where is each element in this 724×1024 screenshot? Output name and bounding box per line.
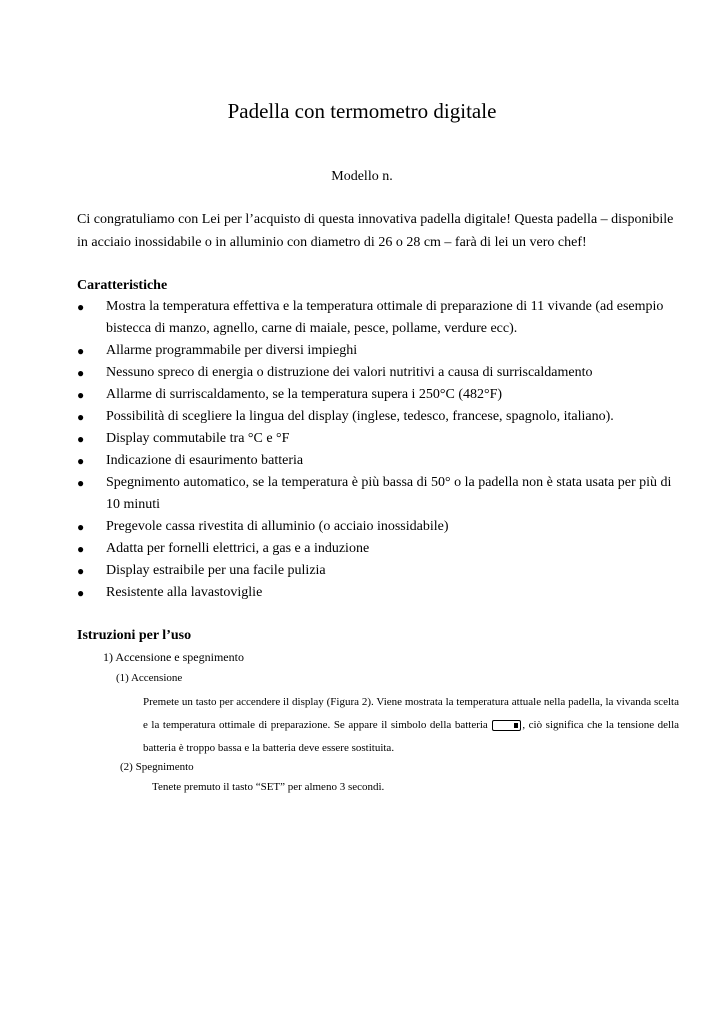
features-list [77,296,687,604]
list-item [77,516,687,538]
feature-text: Display estraibile per una facile pulizia [106,563,326,578]
list-item [77,362,687,384]
bullet-icon: ● [77,300,85,314]
intro-text: Ci congratuliamo con Lei per l’acquisto di questa innovativa padella digitale! Questa padella – disponibile in acciaio inossidabile o in alluminio con diametro di 26 o 28 cm – farà di lei un vero chef! [77,212,674,250]
bullet-icon: ● [77,454,85,468]
subsection-heading: (1) Accensione [116,672,183,684]
list-item [77,406,687,428]
list-item [77,450,687,472]
list-item [77,472,687,516]
bullet-icon: ● [77,564,85,578]
accensione-paragraph [143,691,679,760]
feature-text: Adatta per fornelli elettrici, a gas e a induzione [106,541,370,556]
bullet-icon: ● [77,586,85,600]
list-item [77,560,687,582]
list-item [77,384,687,406]
bullet-icon: ● [77,388,85,402]
feature-text: Allarme di surriscaldamento, se la temperatura supera i 250°C (482°F) [106,387,503,402]
accensione-text-b: , ciò significa che la tensione della batteria è troppo bassa e la batteria deve essere sostituita. [143,719,680,754]
list-item [77,296,687,340]
feature-text: Allarme programmabile per diversi impieghi [106,343,358,358]
bullet-icon: ● [77,410,85,424]
intro-paragraph [77,208,679,254]
battery-low-icon [492,720,521,731]
feature-text: Pregevole cassa rivestita di alluminio (o acciaio inossidabile) [106,519,449,534]
feature-text: Display commutabile tra °C e °F [106,431,290,446]
feature-text: Indicazione di esaurimento batteria [106,453,304,468]
accensione-text-a: Premete un tasto per accendere il display (Figura 2). Viene mostrata la temperatura attuale nella padella, la vivanda scelta e la temperatura ottimale di preparazione. Se appare il simbolo della batteria [143,696,679,731]
instructions-heading: Istruzioni per l’uso [77,628,192,643]
feature-text: Possibilità di scegliere la lingua del display (inglese, tedesco, francese, spagnolo, italiano). [106,409,614,424]
bullet-icon: ● [77,366,85,380]
bullet-icon: ● [77,344,85,358]
feature-text: Resistente alla lavastoviglie [106,585,263,600]
document-title: Padella con termometro digitale [227,99,497,123]
model-number: Modello n. [331,169,393,184]
bullet-icon: ● [77,542,85,556]
spegnimento-text: Tenete premuto il tasto “SET” per almeno 3 secondi. [152,781,385,793]
bullet-icon: ● [77,476,85,490]
section-heading: 1) Accensione e spegnimento [103,650,244,664]
list-item [77,428,687,450]
feature-text: Nessuno spreco di energia o distruzione dei valori nutritivi a causa di surriscaldamento [106,365,593,380]
bullet-icon: ● [77,432,85,446]
bullet-icon: ● [77,520,85,534]
list-item [77,582,687,604]
subsection-heading: (2) Spegnimento [120,761,194,773]
list-item [77,538,687,560]
feature-text: Spegnimento automatico, se la temperatura è più bassa di 50° o la padella non è stata usata per più di 10 minuti [106,475,672,512]
list-item [77,340,687,362]
features-heading: Caratteristiche [77,278,168,293]
feature-text: Mostra la temperatura effettiva e la temperatura ottimale di preparazione di 11 vivande (ad esempio bistecca di manzo, agnello, carne di maiale, pesce, pollame, verdure ecc). [106,299,664,336]
